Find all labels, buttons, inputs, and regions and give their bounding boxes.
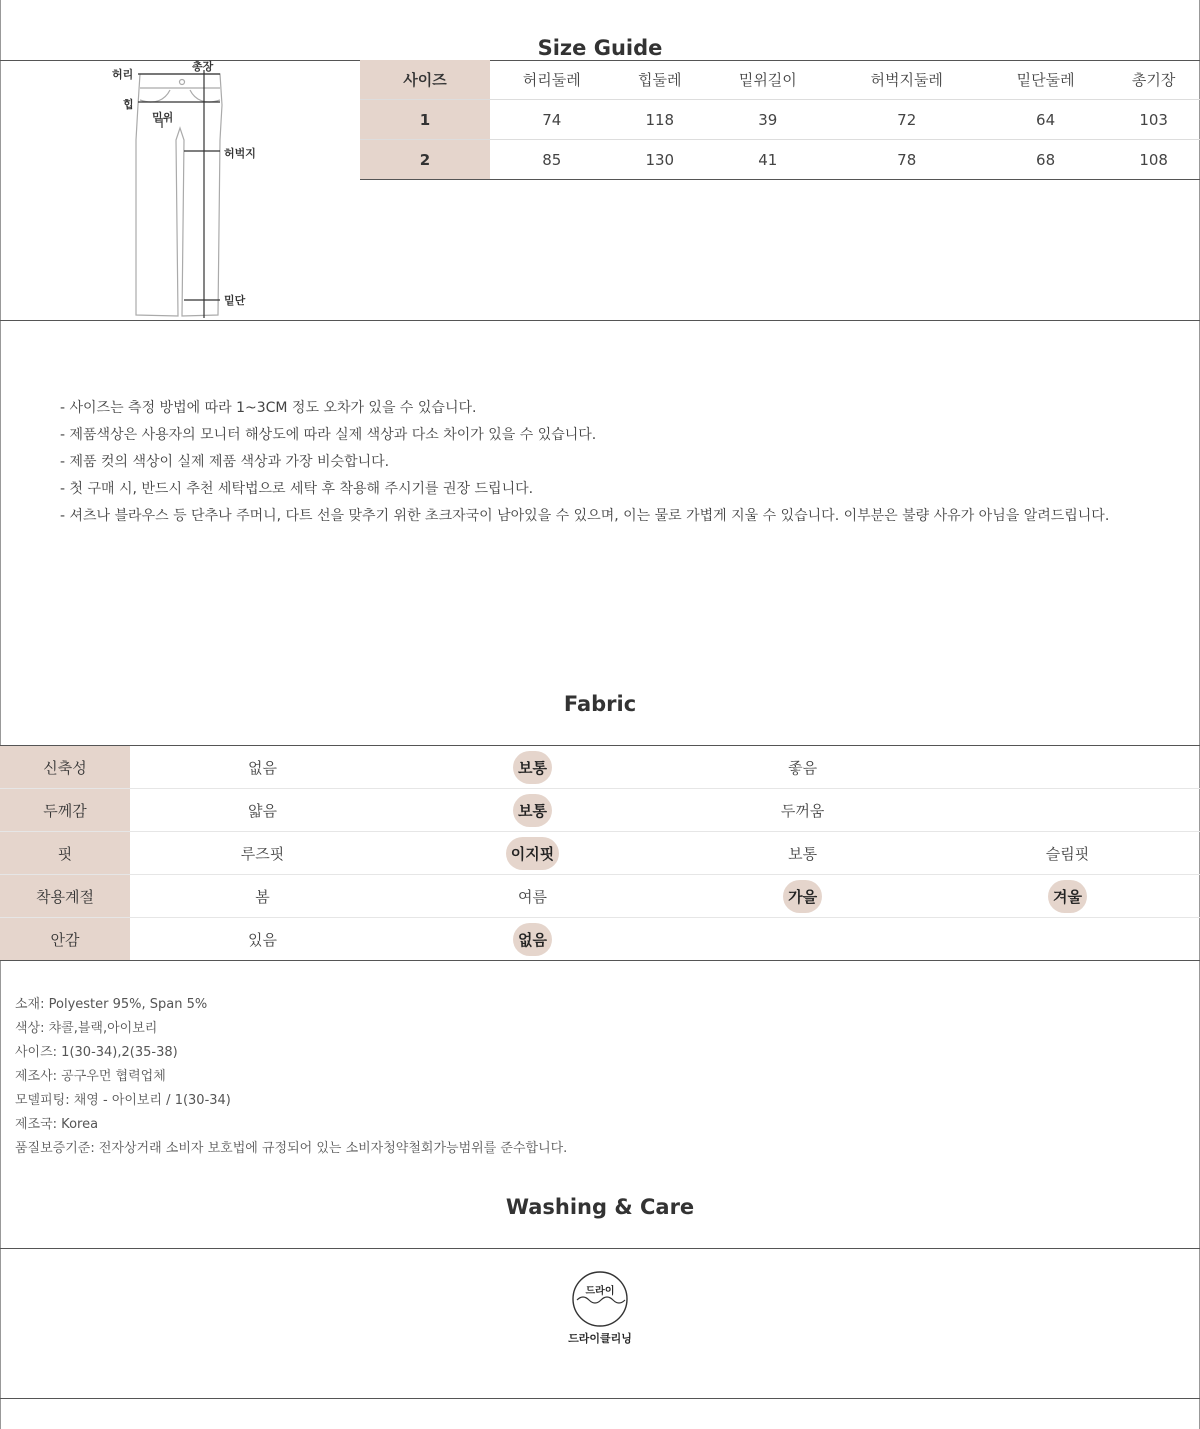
fabric-option-cell bbox=[130, 789, 395, 832]
dry-icon-text: 드라이 bbox=[585, 1286, 615, 1297]
value-cell: 41 bbox=[706, 140, 829, 180]
table-row bbox=[360, 140, 1200, 180]
value-cell: 130 bbox=[613, 140, 706, 180]
header-cell: 허벅지둘레 bbox=[830, 60, 984, 100]
value-cell: 78 bbox=[830, 140, 984, 180]
fabric-option-cell bbox=[130, 832, 395, 875]
size-cell: 1 bbox=[360, 100, 490, 140]
note-item: - 제품 컷의 색상이 실제 제품 색상과 가장 비슷합니다. bbox=[60, 454, 390, 470]
size-cell: 2 bbox=[360, 140, 490, 180]
fabric-option-cell bbox=[670, 832, 935, 875]
size-table bbox=[360, 60, 1200, 180]
fabric-option-cell bbox=[395, 918, 670, 961]
info-quality: 품질보증기준: 전자상거래 소비자 보호법에 규정되어 있는 소비자청약철회가능범위를 준수합니다. bbox=[15, 1141, 568, 1156]
fabric-row bbox=[0, 918, 1200, 961]
fabric-option-cell bbox=[395, 832, 670, 875]
dry-clean-label: 드라이클리닝 bbox=[568, 1332, 632, 1345]
fabric-option: 얇음 bbox=[247, 801, 277, 820]
fabric-option-selected: 가을 bbox=[783, 880, 822, 913]
fabric-option-cell bbox=[935, 918, 1200, 961]
fabric-option: 있음 bbox=[247, 930, 277, 949]
fabric-option-cell bbox=[395, 746, 670, 789]
fabric-option-cell bbox=[670, 875, 935, 918]
washing-title: Washing & Care bbox=[505, 1195, 695, 1219]
fabric-option: 슬림핏 bbox=[1045, 844, 1090, 863]
fabric-option: 보통 bbox=[788, 844, 818, 863]
size-guide-title: Size Guide bbox=[537, 36, 663, 60]
fabric-title: Fabric bbox=[563, 692, 637, 716]
size-table-header bbox=[360, 60, 1200, 100]
fabric-option-cell bbox=[130, 918, 395, 961]
fabric-option-selected: 보통 bbox=[513, 751, 552, 784]
info-country: 제조국: Korea bbox=[15, 1117, 99, 1132]
fabric-option: 봄 bbox=[255, 887, 270, 906]
divider bbox=[0, 320, 1200, 321]
fabric-option-selected: 보통 bbox=[513, 794, 552, 827]
header-cell: 사이즈 bbox=[360, 60, 490, 100]
fabric-option-cell bbox=[395, 789, 670, 832]
dry-cleaning-care bbox=[540, 1270, 660, 1346]
value-cell: 108 bbox=[1107, 140, 1200, 180]
fabric-option: 좋음 bbox=[788, 758, 818, 777]
fabric-option: 루즈핏 bbox=[240, 844, 285, 863]
fabric-option-cell bbox=[670, 789, 935, 832]
header-cell: 총기장 bbox=[1107, 60, 1200, 100]
value-cell: 118 bbox=[613, 100, 706, 140]
fabric-row bbox=[0, 875, 1200, 918]
rise-label: 밑위 bbox=[152, 111, 174, 124]
header-cell: 밑위길이 bbox=[706, 60, 829, 100]
fabric-row bbox=[0, 746, 1200, 789]
fabric-row-label: 핏 bbox=[0, 832, 130, 875]
fabric-row-label: 안감 bbox=[0, 918, 130, 961]
value-cell: 85 bbox=[490, 140, 613, 180]
divider bbox=[0, 1398, 1200, 1399]
total-length-label: 총장 bbox=[192, 60, 214, 73]
notes-list bbox=[60, 395, 1109, 530]
value-cell: 72 bbox=[830, 100, 984, 140]
fabric-option: 없음 bbox=[247, 758, 277, 777]
fabric-option-cell bbox=[130, 746, 395, 789]
fabric-option-cell bbox=[670, 746, 935, 789]
note-item: - 제품색상은 사용자의 모니터 해상도에 따라 실제 색상과 다소 차이가 있을 수 있습니다. bbox=[60, 427, 597, 443]
fabric-row-label: 신축성 bbox=[0, 746, 130, 789]
dry-clean-icon bbox=[571, 1270, 629, 1328]
divider bbox=[0, 1248, 1200, 1249]
fabric-option-cell bbox=[935, 832, 1200, 875]
fabric-option-selected: 겨울 bbox=[1048, 880, 1087, 913]
hem-label: 밑단 bbox=[224, 294, 246, 307]
fabric-option-cell bbox=[935, 746, 1200, 789]
fabric-option: 여름 bbox=[518, 887, 548, 906]
fabric-option-selected: 이지핏 bbox=[506, 837, 559, 870]
hip-label: 힙 bbox=[123, 98, 134, 111]
thigh-label: 허벅지 bbox=[224, 147, 256, 160]
fabric-table bbox=[0, 745, 1200, 961]
product-info bbox=[15, 993, 567, 1161]
header-cell: 밑단둘레 bbox=[984, 60, 1107, 100]
value-cell: 103 bbox=[1107, 100, 1200, 140]
fabric-option: 두꺼움 bbox=[780, 801, 825, 820]
fabric-option-cell bbox=[935, 875, 1200, 918]
info-manufacturer: 제조사: 공구우먼 협력업체 bbox=[15, 1069, 166, 1084]
info-material: 소재: Polyester 95%, Span 5% bbox=[15, 997, 208, 1012]
header-cell: 허리둘레 bbox=[490, 60, 613, 100]
note-item: - 첫 구매 시, 반드시 추천 세탁법으로 세탁 후 착용해 주시기를 권장 드립니다. bbox=[60, 481, 534, 497]
table-row bbox=[360, 100, 1200, 140]
info-size: 사이즈: 1(30-34),2(35-38) bbox=[15, 1045, 178, 1060]
fabric-option-cell bbox=[935, 789, 1200, 832]
fabric-option-cell bbox=[130, 875, 395, 918]
fabric-option-selected: 없음 bbox=[513, 923, 552, 956]
fabric-option-cell bbox=[670, 918, 935, 961]
value-cell: 74 bbox=[490, 100, 613, 140]
fabric-row-label: 두께감 bbox=[0, 789, 130, 832]
value-cell: 39 bbox=[706, 100, 829, 140]
value-cell: 64 bbox=[984, 100, 1107, 140]
fabric-row-label: 착용계절 bbox=[0, 875, 130, 918]
info-model-fitting: 모델피팅: 채영 - 아이보리 / 1(30-34) bbox=[15, 1093, 231, 1108]
info-color: 색상: 챠콜,블랙,아이보리 bbox=[15, 1021, 158, 1036]
note-item: - 사이즈는 측정 방법에 따라 1~3CM 정도 오차가 있을 수 있습니다. bbox=[60, 400, 477, 416]
note-item: - 셔츠나 블라우스 등 단추나 주머니, 다트 선을 맞추기 위한 초크자국이 남아있을 수 있으며, 이는 물로 가볍게 지울 수 있습니다. 이부분은 불량 사유가 아님을 알려드립니다. bbox=[60, 508, 1110, 524]
fabric-row bbox=[0, 832, 1200, 875]
waist-label: 허리 bbox=[112, 68, 134, 81]
fabric-row bbox=[0, 789, 1200, 832]
header-cell: 힙둘레 bbox=[613, 60, 706, 100]
value-cell: 68 bbox=[984, 140, 1107, 180]
fabric-option-cell bbox=[395, 875, 670, 918]
